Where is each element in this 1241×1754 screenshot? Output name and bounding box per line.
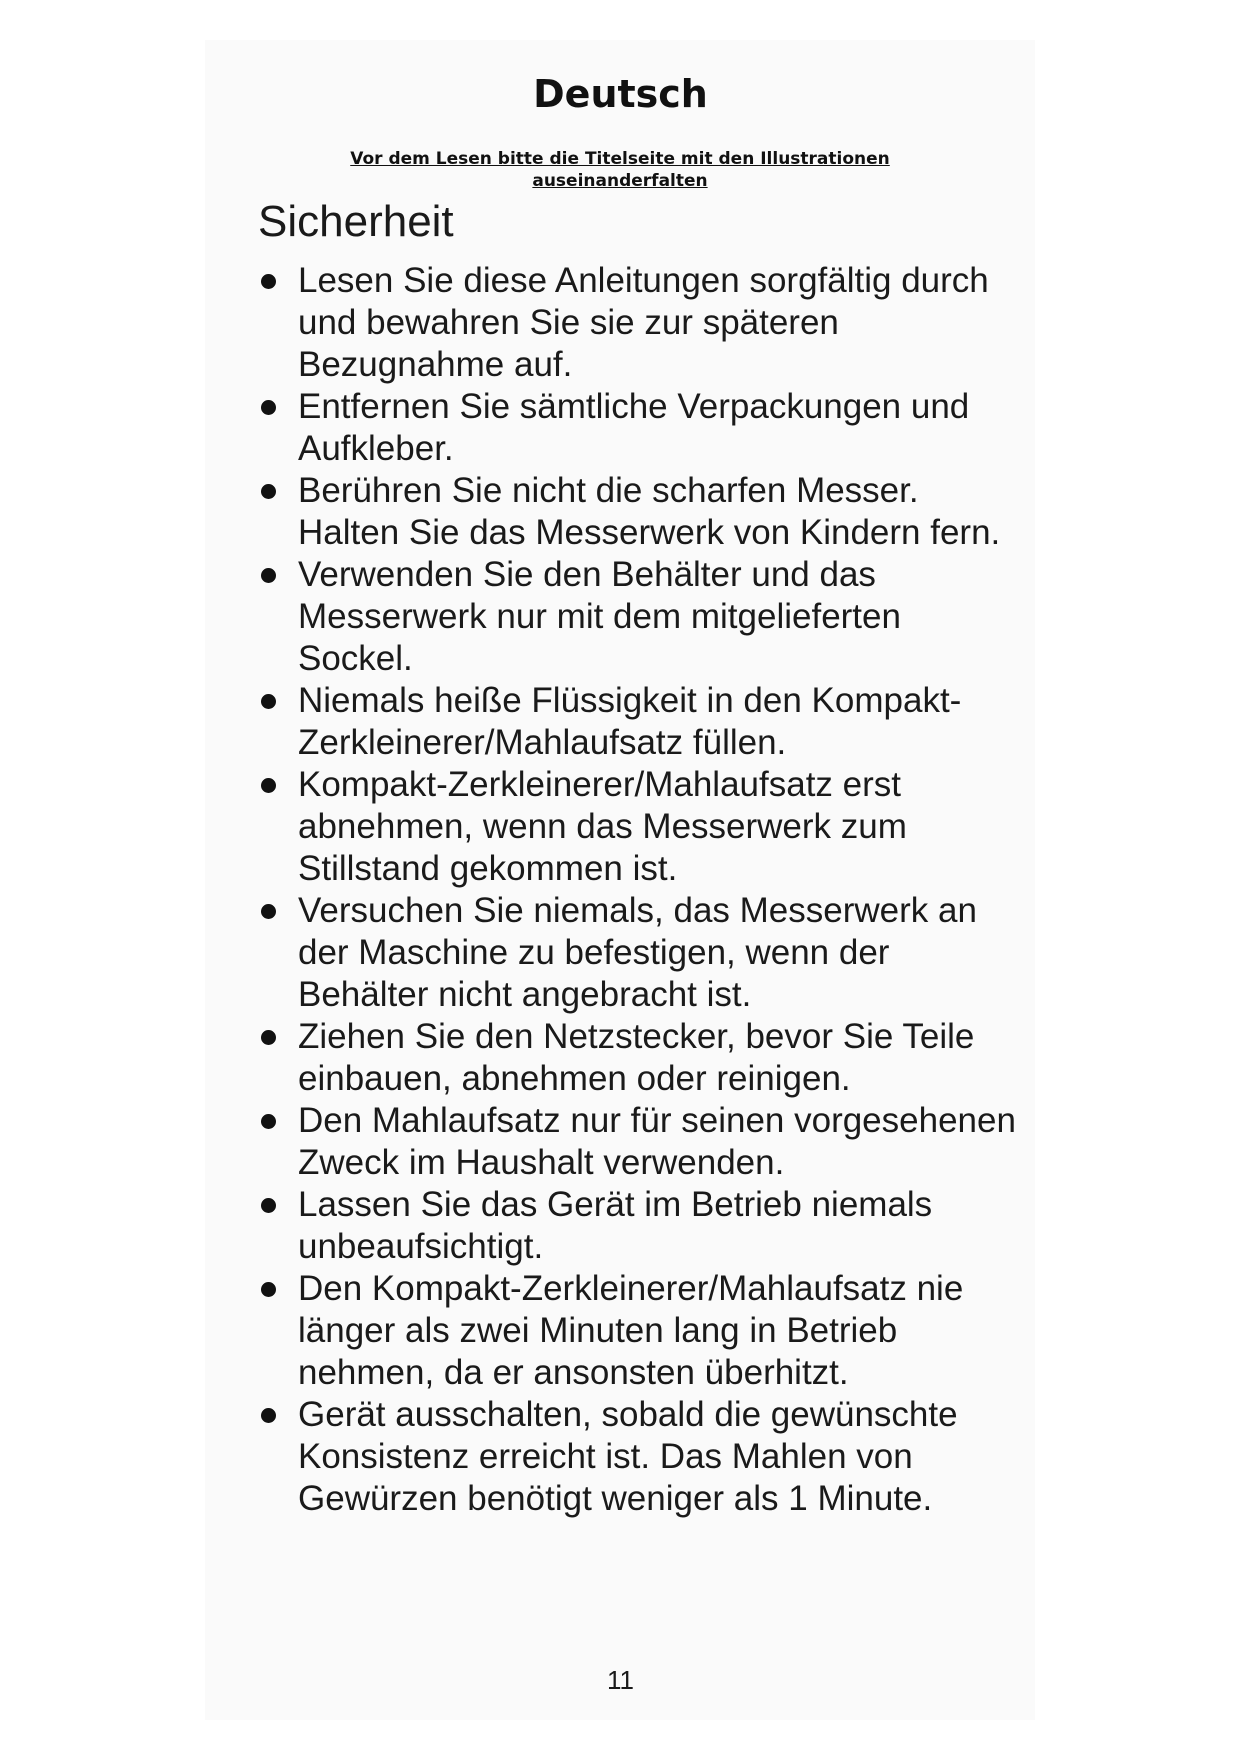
list-item-text: Lesen Sie diese Anleitungen sorgfältig durch und bewahren Sie sie zur späteren Bezugnahme auf. [298,261,989,384]
unfold-notice: Vor dem Lesen bitte die Titelseite mit den Illustrationen auseinanderfalten [350,149,890,191]
list-item [258,890,1018,1016]
list-item-text: Gerät ausschalten, sobald die gewünschte Konsistenz erreicht ist. Das Mahlen von Gewürzen benötigt weniger als 1 Minute. [298,1395,958,1518]
list-item-text: Den Mahlaufsatz nur für seinen vorgesehenen Zweck im Haushalt verwenden. [298,1101,1016,1182]
list-item [258,260,1018,386]
list-item-text: Kompakt-Zerkleinerer/Mahlaufsatz erst abnehmen, wenn das Messerwerk zum Stillstand gekommen ist. [298,765,907,888]
list-item [258,1016,1018,1100]
list-item-text: Berühren Sie nicht die scharfen Messer. Halten Sie das Messerwerk von Kindern fern. [298,471,1001,552]
bullet-icon [261,1198,276,1213]
list-item [258,470,1018,554]
bullet-icon [261,400,276,415]
page-number: 11 [607,1665,634,1695]
list-item [258,554,1018,680]
bullet-icon [261,1282,276,1297]
bullet-icon [261,904,276,919]
safety-list [258,260,1018,1520]
list-item-text: Verwenden Sie den Behälter und das Messerwerk nur mit dem mitgelieferten Sockel. [298,555,901,678]
bullet-icon [261,274,276,289]
bullet-icon [261,694,276,709]
list-item-text: Ziehen Sie den Netzstecker, bevor Sie Teile einbauen, abnehmen oder reinigen. [298,1017,975,1098]
list-item [258,1184,1018,1268]
language-heading: Deutsch [533,72,708,116]
bullet-icon [261,484,276,499]
list-item-text: Lassen Sie das Gerät im Betrieb niemals unbeaufsichtigt. [298,1185,933,1266]
bullet-icon [261,1030,276,1045]
list-item [258,680,1018,764]
list-item [258,1100,1018,1184]
list-item [258,386,1018,470]
bullet-icon [261,1114,276,1129]
bullet-icon [261,1408,276,1423]
list-item-text: Niemals heiße Flüssigkeit in den Kompakt-Zerkleinerer/Mahlaufsatz füllen. [298,681,962,762]
bullet-icon [261,778,276,793]
list-item-text: Entfernen Sie sämtliche Verpackungen und Aufkleber. [298,387,970,468]
list-item [258,764,1018,890]
list-item-text: Versuchen Sie niemals, das Messerwerk an der Maschine zu befestigen, wenn der Behälter nicht angebracht ist. [298,891,977,1014]
list-item [258,1394,1018,1520]
bullet-icon [261,568,276,583]
section-title: Sicherheit [258,197,454,246]
list-item [258,1268,1018,1394]
list-item-text: Den Kompakt-Zerkleinerer/Mahlaufsatz nie länger als zwei Minuten lang in Betrieb nehmen, da er ansonsten überhitzt. [298,1269,964,1392]
